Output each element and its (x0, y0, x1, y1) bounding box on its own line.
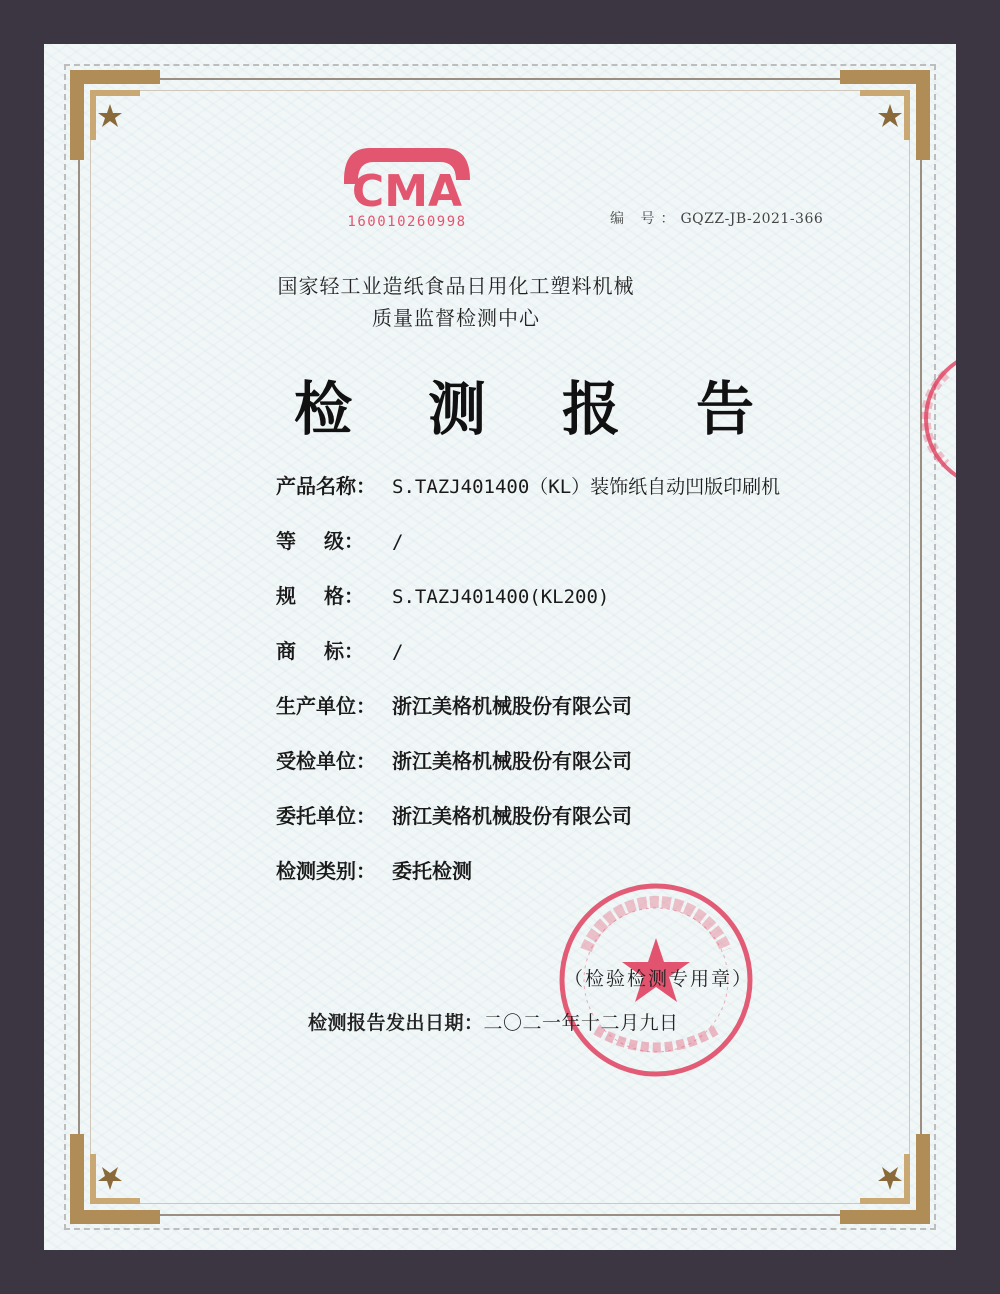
certificate-page (44, 44, 956, 1250)
field-value: 浙江美格机械股份有限公司 (392, 694, 632, 718)
field-value: 浙江美格机械股份有限公司 (392, 804, 632, 828)
edge-seal-icon (894, 344, 956, 494)
issue-date-label: 检测报告发出日期： (308, 1012, 484, 1034)
organization-line-1: 国家轻工业造纸食品日用化工塑料机械 (277, 274, 635, 298)
field-spec (276, 580, 609, 609)
field-trademark (276, 635, 403, 664)
issue-date-value: 二〇二一年十二月九日 (483, 1012, 679, 1034)
document-number-label: 编 号： (610, 211, 681, 227)
field-label: 商 标： (276, 639, 364, 663)
field-manufacturer (276, 690, 632, 719)
field-label: 生产单位： (276, 694, 376, 718)
field-grade (276, 525, 403, 554)
corner-ornament-icon (830, 1124, 930, 1224)
field-label: 检测类别： (276, 859, 376, 883)
document-number (610, 208, 823, 228)
report-title (294, 362, 754, 446)
corner-ornament-icon (70, 70, 170, 170)
field-label: 规 格： (276, 584, 364, 608)
inner-frame (90, 90, 910, 1204)
issue-date (308, 1008, 679, 1035)
field-value: 委托检测 (392, 859, 472, 883)
field-label: 委托单位： (276, 804, 376, 828)
corner-ornament-icon (830, 70, 930, 170)
field-label: 受检单位： (276, 749, 376, 773)
cma-mark-text: CMA (351, 166, 463, 217)
organization-line-2: 质量监督检测中心 (372, 306, 540, 330)
title-char: 报 (561, 375, 620, 443)
document-number-value: GQZZ-JB-2021-366 (680, 211, 824, 227)
title-char: 告 (695, 375, 754, 443)
stamp-label: （检验检测专用章） (564, 968, 754, 990)
field-client (276, 800, 632, 829)
field-label: 等 级： (276, 529, 364, 553)
field-value: / (392, 531, 404, 553)
field-value: S.TAZJ401400(KL200) (392, 586, 610, 608)
field-value: 浙江美格机械股份有限公司 (392, 749, 632, 773)
title-char: 测 (427, 375, 486, 443)
field-product-name (276, 470, 780, 499)
corner-ornament-icon (70, 1124, 170, 1224)
field-inspected-unit (276, 745, 632, 774)
field-label: 产品名称： (276, 474, 376, 498)
cma-number: 160010260998 (347, 214, 467, 230)
title-char: 检 (294, 375, 353, 443)
field-value: / (392, 641, 404, 663)
field-test-type (276, 855, 472, 884)
field-value: S.TAZJ401400（KL）装饰纸自动凹版印刷机 (392, 476, 781, 498)
